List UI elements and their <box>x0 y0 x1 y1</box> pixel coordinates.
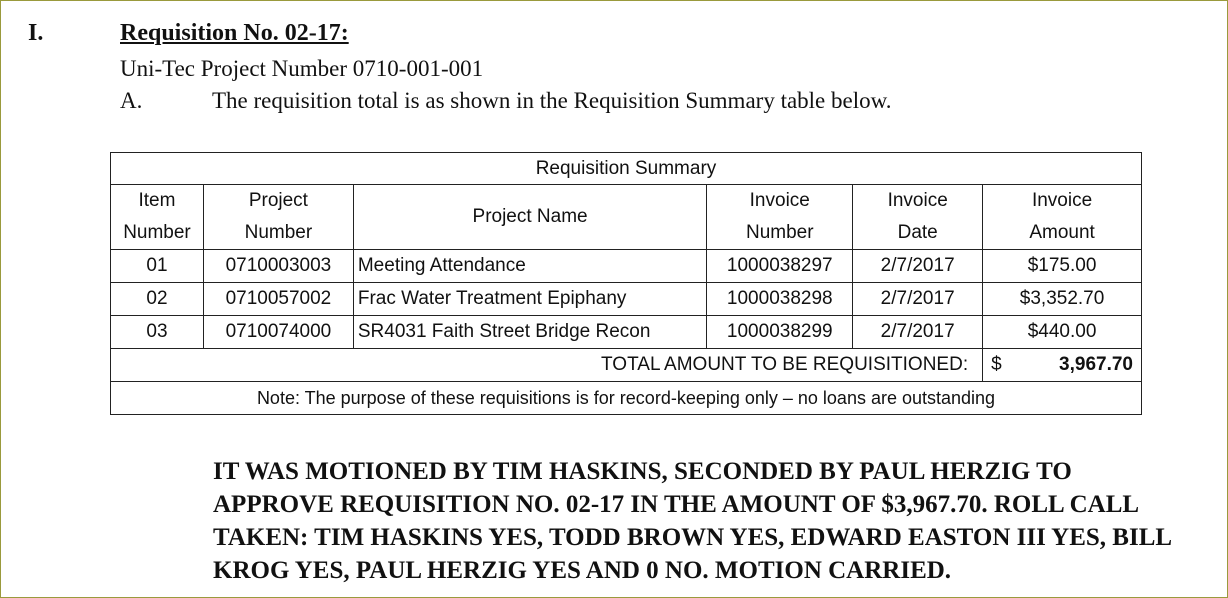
section-number: I. <box>28 20 44 46</box>
motion-line: IT WAS MOTIONED BY TIM HASKINS, SECONDED BY PAUL HERZIG TO <box>213 458 1072 485</box>
header-invoice-number <box>707 185 853 250</box>
header-item-number <box>111 185 204 250</box>
header-invoice-amount-text: Invoice Amount <box>1029 190 1095 243</box>
total-currency: $ <box>991 354 1002 375</box>
cell-item: 02 <box>111 283 204 316</box>
cell-item: 01 <box>111 250 204 283</box>
cell-invoice-number: 1000038298 <box>707 283 853 316</box>
project-number-line: Uni-Tec Project Number 0710-001-001 <box>120 56 484 81</box>
cell-project-number: 0710074000 <box>203 316 353 349</box>
header-invoice-number-text: Invoice Number <box>745 190 814 243</box>
total-label: TOTAL AMOUNT TO BE REQUISITIONED: <box>111 349 983 382</box>
motion-line: APPROVE REQUISITION NO. 02-17 IN THE AMOUNT OF $3,967.70. ROLL CALL <box>213 491 1140 518</box>
header-project-number <box>203 185 353 250</box>
header-item-number-text: Item Number <box>123 190 191 243</box>
cell-invoice-number: 1000038299 <box>707 316 853 349</box>
table-row <box>111 250 1142 283</box>
cell-invoice-number: 1000038297 <box>707 250 853 283</box>
header-project-number-text: Project Number <box>244 190 313 243</box>
section-heading: Requisition No. 02-17: <box>120 20 349 46</box>
table-row <box>111 316 1142 349</box>
cell-invoice-date: 2/7/2017 <box>853 283 983 316</box>
cell-project-number: 0710057002 <box>203 283 353 316</box>
cell-invoice-date: 2/7/2017 <box>853 250 983 283</box>
header-invoice-date <box>853 185 983 250</box>
requisition-summary-table <box>110 152 1142 415</box>
header-project-name-text: Project Name <box>472 206 588 227</box>
header-invoice-date-text: Invoice Date <box>887 190 948 243</box>
motion-line: KROG YES, PAUL HERZIG YES AND 0 NO. MOTION CARRIED. <box>213 557 952 584</box>
cell-project-name: SR4031 Faith Street Bridge Recon <box>353 316 706 349</box>
cell-project-name: Frac Water Treatment Epiphany <box>353 283 706 316</box>
cell-project-number: 0710003003 <box>203 250 353 283</box>
table-title: Requisition Summary <box>111 153 1142 185</box>
header-invoice-amount <box>983 185 1142 250</box>
header-project-name <box>353 185 706 250</box>
table-row <box>111 283 1142 316</box>
item-text: The requisition total is as shown in the Requisition Summary table below. <box>212 88 892 113</box>
motion-line: TAKEN: TIM HASKINS YES, TODD BROWN YES, EDWARD EASTON III YES, BILL <box>213 524 1173 551</box>
cell-invoice-amount: $440.00 <box>983 316 1142 349</box>
table-note: Note: The purpose of these requisitions is for record-keeping only – no loans are outstanding <box>111 382 1142 415</box>
motion-paragraph <box>213 455 1213 587</box>
cell-item: 03 <box>111 316 204 349</box>
cell-invoice-date: 2/7/2017 <box>853 316 983 349</box>
total-value: 3,967.70 <box>1059 354 1133 375</box>
total-amount <box>983 349 1142 382</box>
cell-project-name: Meeting Attendance <box>353 250 706 283</box>
item-letter: A. <box>120 88 143 113</box>
cell-invoice-amount: $175.00 <box>983 250 1142 283</box>
cell-invoice-amount: $3,352.70 <box>983 283 1142 316</box>
